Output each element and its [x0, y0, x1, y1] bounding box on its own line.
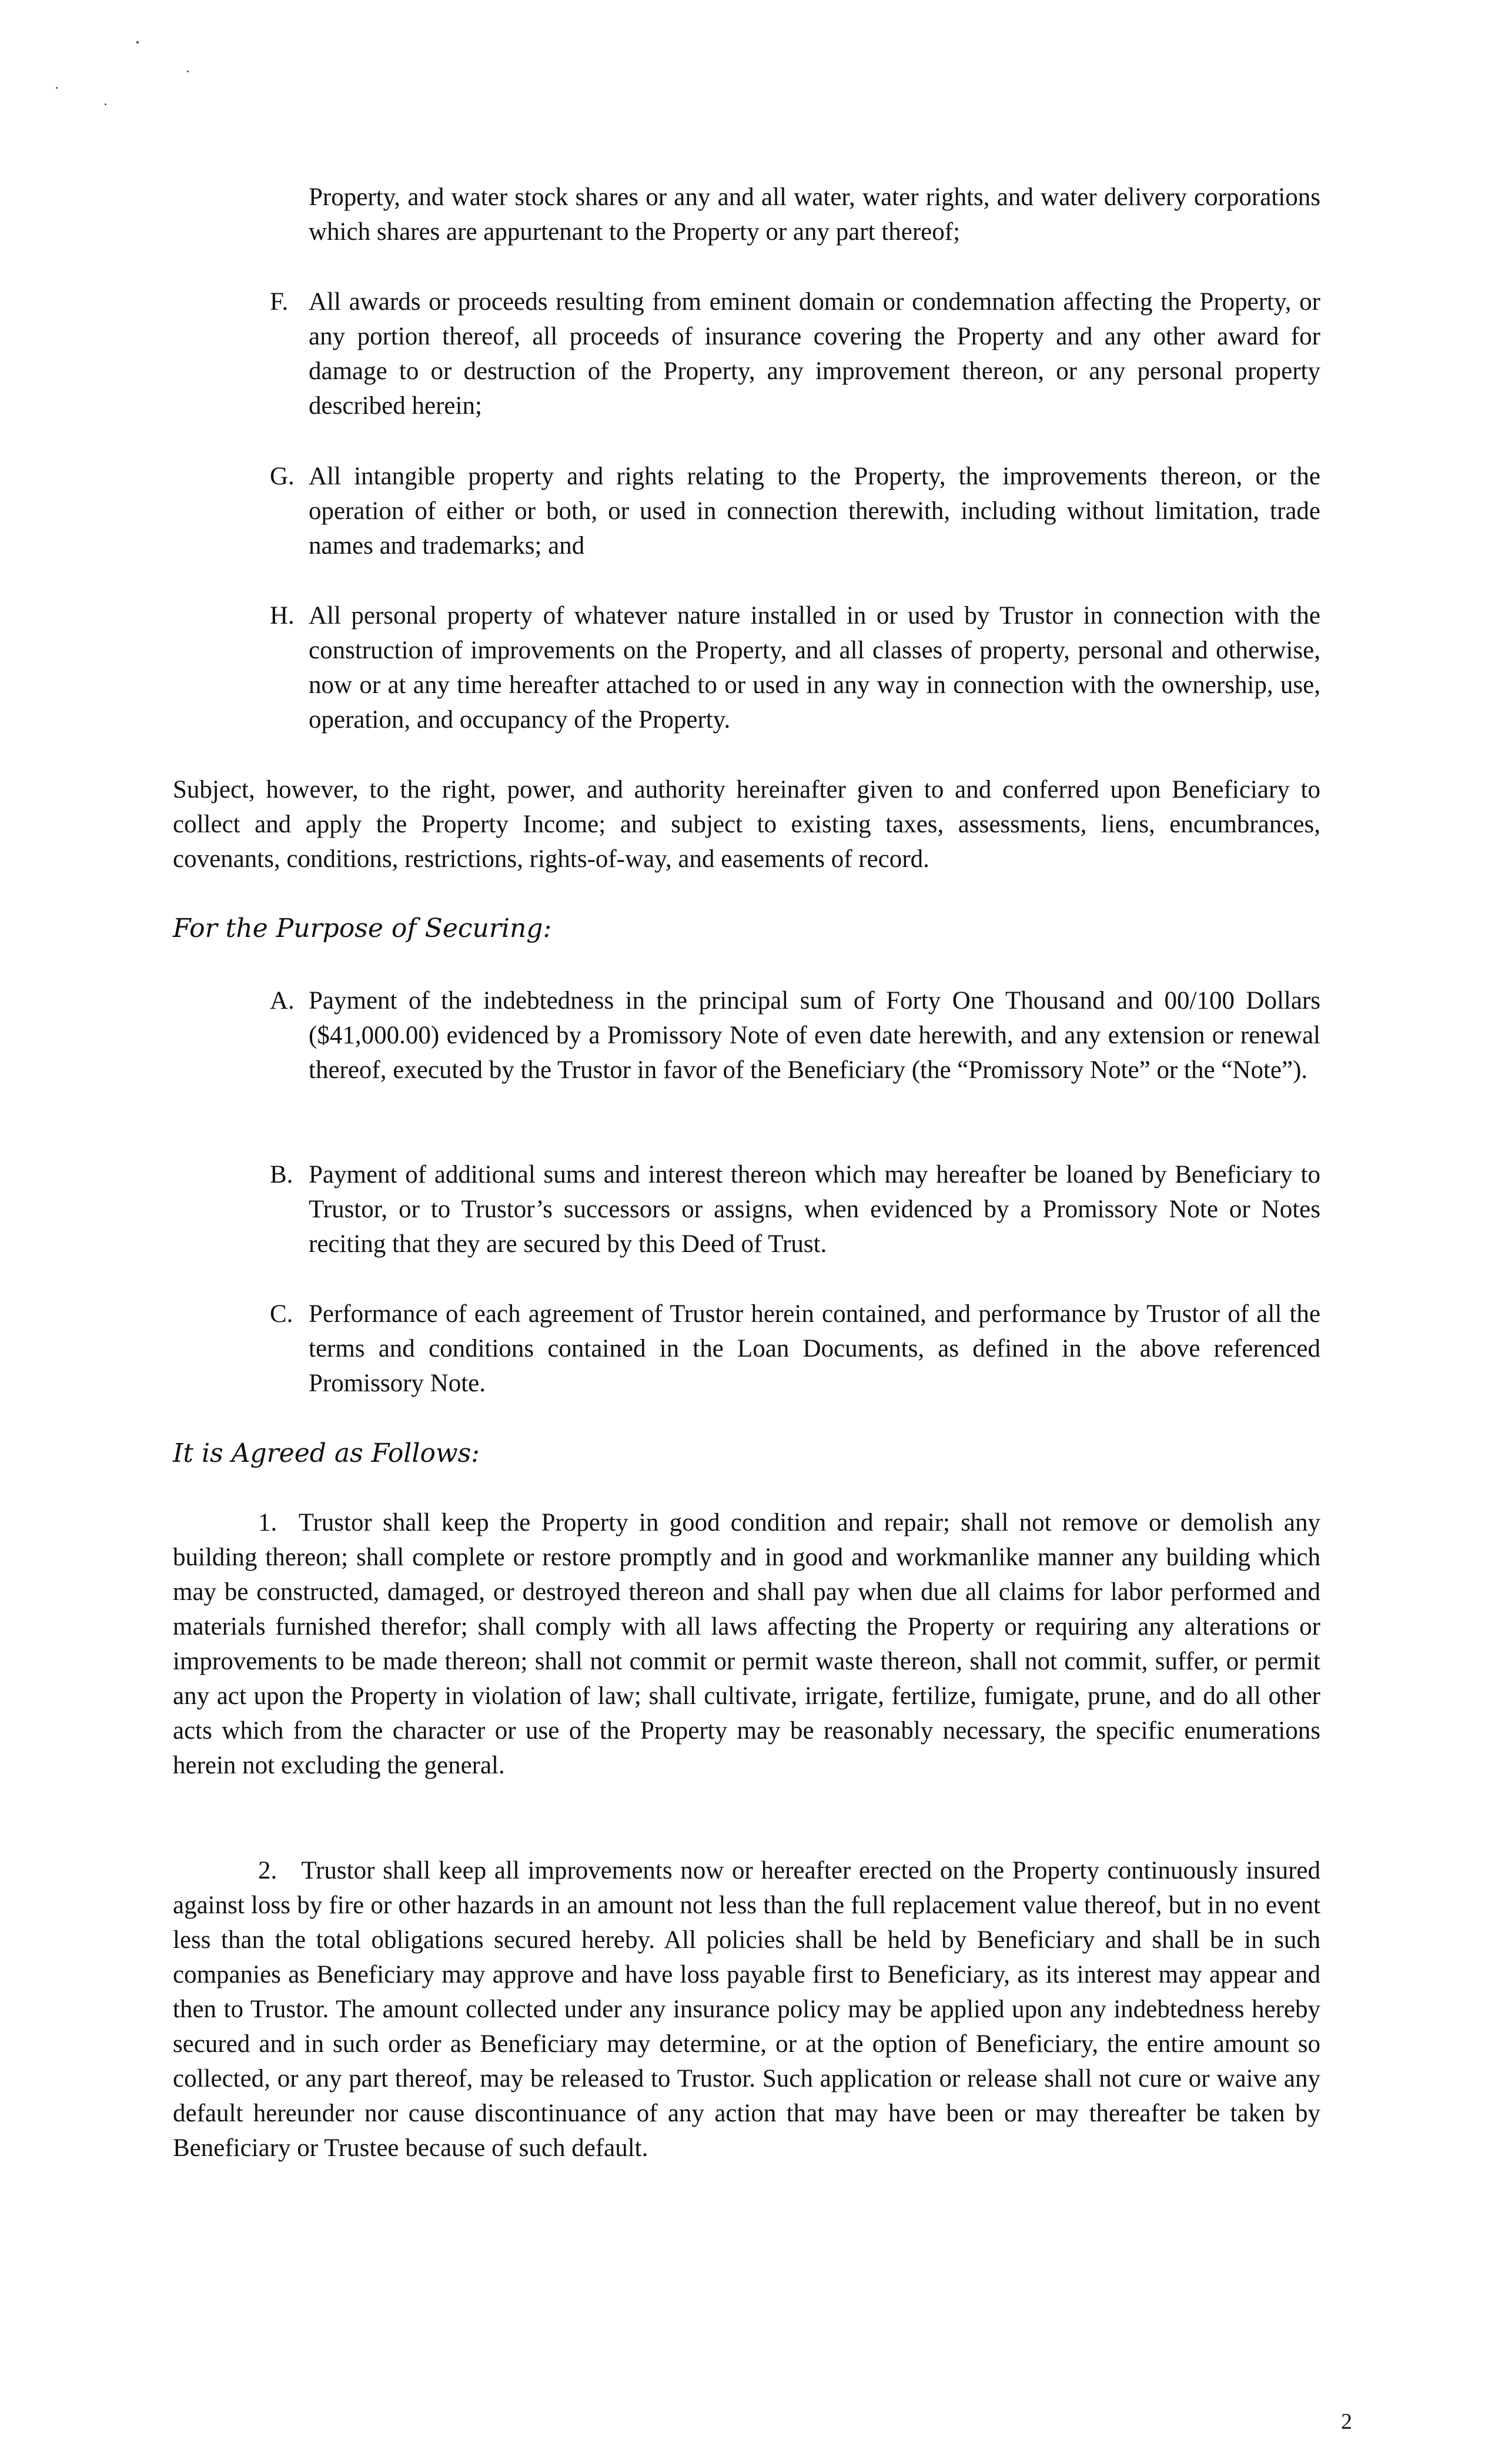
- list-item-letter: A.: [270, 987, 295, 1015]
- agreed-heading: It is Agreed as Follows:: [173, 1438, 480, 1468]
- paragraph-text: Trustor shall keep the Property in good condition and repair; shall not remove or demolish any building thereon; shall complete or restore promptly and in good and workmanlike manner any building which may be constructed, damaged, or destroyed thereon and shall pay when due all claims for labor performed and materials furnished therefor; shall comply with all laws affecting the Property or requiring any alterations or improvements to be made thereon; shall not commit or permit waste thereon, shall not commit, suffer, or permit any act upon the Property in violation of law; shall cultivate, irrigate, fertilize, fumigate, prune, and do all other acts which from the character or use of the Property may be reasonably necessary, the specific enumerations herein not excluding the general.: [173, 1509, 1320, 1779]
- list-item-letter: G.: [270, 463, 295, 490]
- paragraph-number: 1.: [258, 1509, 277, 1536]
- paragraph-text: Trustor shall keep all improvements now or hereafter erected on the Property continuously insured against loss by fire or other hazards in an amount not less than the full replacement value thereof, but in no event less than the total obligations secured hereby. All policies shall be held by Beneficiary and shall be in such companies as Beneficiary may approve and have loss payable first to Beneficiary, as its interest may appear and then to Trustor. The amount collected under any insurance policy may be applied upon any indebtedness hereby secured and in such order as Beneficiary may determine, or at the option of Beneficiary, the entire amount so collected, or any part thereof, may be released to Trustor. Such application or release shall not cure or waive any default hereunder nor cause discontinuance of any action that may have been or may thereafter be taken by Beneficiary or Trustee because of such default.: [173, 1857, 1320, 2162]
- list-item-letter: H.: [270, 602, 295, 630]
- numbered-paragraph-2: [173, 1853, 1320, 2165]
- list-item-text: Payment of additional sums and interest thereon which may hereafter be loaned by Beneficiary to Trustor, or to Trustor’s successors or assigns, when evidenced by a Promissory Note or Notes reciting that they are secured by this Deed of Trust.: [309, 1161, 1320, 1258]
- subject-paragraph: Subject, however, to the right, power, and authority hereinafter given to and conferred upon Beneficiary to collect and apply the Property Income; and subject to existing taxes, assessments, liens, encumbrances, covenants, conditions, restrictions, rights-of-way, and easements of record.: [173, 776, 1320, 873]
- continuation-paragraph: Property, and water stock shares or any and all water, water rights, and water delivery corporations which shares are appurtenant to the Property or any part thereof;: [309, 183, 1320, 246]
- scan-speck: [187, 71, 189, 72]
- list-item-text: Payment of the indebtedness in the principal sum of Forty One Thousand and 00/100 Dollars ($41,000.00) evidenced by a Promissory Note of even date herewith, and any extension or renewal thereof, executed by the Trustor in favor of the Beneficiary (the “Promissory Note” or the “Note”).: [309, 987, 1320, 1084]
- list-item-letter: F.: [270, 288, 289, 316]
- list-item-text: Performance of each agreement of Trustor herein contained, and performance by Trustor of all the terms and conditions contained in the Loan Documents, as defined in the above referenced Promissory Note.: [309, 1300, 1320, 1397]
- scan-speck: [56, 87, 58, 89]
- list-item-letter: C.: [270, 1300, 293, 1328]
- numbered-paragraph-1: [173, 1505, 1320, 1783]
- scan-speck: [105, 103, 106, 105]
- list-item-text: All personal property of whatever nature installed in or used by Trustor in connection with the construction of improvements on the Property, and all classes of property, personal and otherwise, now or at any time hereafter attached to or used in any way in connection with the ownership, use, operation, and occupancy of the Property.: [309, 602, 1320, 734]
- list-item-letter: B.: [270, 1161, 293, 1189]
- list-item-text: All awards or proceeds resulting from eminent domain or condemnation affecting the Property, or any portion thereof, all proceeds of insurance covering the Property and any other award for damage to or destruction of the Property, any improvement thereon, or any personal property described herein;: [309, 288, 1320, 420]
- purpose-heading: For the Purpose of Securing:: [173, 913, 552, 943]
- scan-speck: [136, 41, 139, 43]
- paragraph-number: 2.: [258, 1857, 277, 1884]
- page-number: 2: [1341, 2409, 1352, 2434]
- list-item-text: All intangible property and rights relating to the Property, the improvements thereon, or the operation of either or both, or used in connection therewith, including without limitation, trade names and trademarks; and: [309, 463, 1320, 560]
